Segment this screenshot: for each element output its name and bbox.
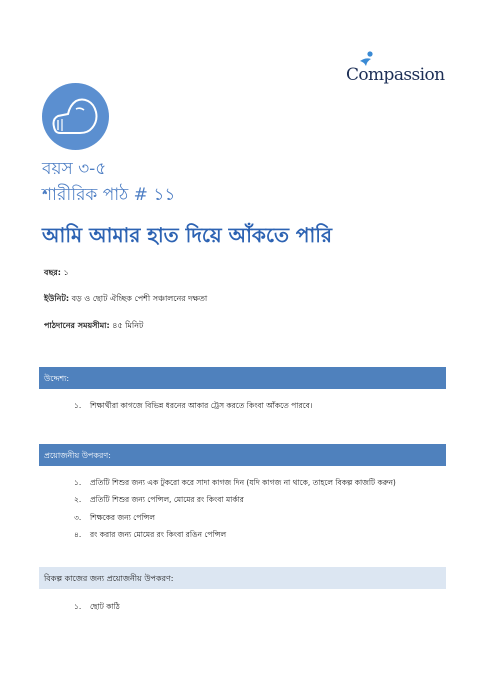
duration-row	[44, 320, 143, 333]
list-item-text: প্রতিটি শিশুর জন্য পেন্সিল, মোমের রং কিংবা মার্কার	[90, 495, 244, 504]
list-item-number: ১.	[74, 401, 82, 410]
lesson-number: শারীরিক পাঠ # ১১	[42, 185, 176, 205]
year-row	[44, 267, 69, 280]
muscle-arm-icon	[42, 83, 109, 150]
list-item	[74, 478, 396, 490]
list-item-text: শিক্ষার্থীরা কাগজে বিভিন্ন ধরনের আকার ট্রেস করতে কিংবা আঁকতে পারবে।	[90, 401, 313, 410]
unit-value: বড় ও ছোট ঐচ্ছিক পেশী সঞ্চালনের দক্ষতা	[71, 294, 208, 303]
list-item-text: শিক্ষকের জন্য পেন্সিল	[90, 513, 155, 522]
compassion-logo	[346, 51, 446, 91]
page-title: আমি আমার হাত দিয়ে আঁকতে পারি	[42, 223, 333, 247]
duration-label: পাঠদানের সময়সীমা:	[44, 321, 110, 330]
list-item-number: ১.	[74, 478, 82, 487]
list-item-number: ৩.	[74, 513, 82, 522]
list-item	[74, 401, 312, 413]
list-item-text: রং করার জন্য মোমের রং কিংবা রঙিন পেন্সিল	[90, 530, 227, 539]
year-value: ১	[63, 268, 69, 277]
unit-row	[44, 293, 207, 306]
alt-materials-heading: বিকল্প কাজের জন্য প্রয়োজনীয় উপকরণ:	[39, 567, 446, 589]
list-item-number: ২.	[74, 495, 82, 504]
list-item-text: প্রতিটি শিশুর জন্য এক টুকরো করে সাদা কাগজ দিন (যদি কাগজ না থাকে, তাহলে বিকল্প কাজটি করুন)	[90, 478, 396, 487]
list-item-number: ৪.	[74, 530, 82, 539]
logo-text: Compassion	[346, 65, 445, 85]
materials-heading: প্রয়োজনীয় উপকরণ:	[39, 444, 446, 466]
age-range: বয়স ৩-৫	[42, 159, 107, 179]
list-item	[74, 513, 155, 525]
list-item	[74, 495, 244, 507]
year-label: বছর:	[44, 268, 61, 277]
unit-label: ইউনিট:	[44, 294, 70, 303]
list-item-number: ১.	[74, 602, 82, 611]
objective-heading: উদ্দেশ্য:	[39, 367, 446, 389]
list-item-text: ছোট কাঠি	[90, 602, 120, 611]
duration-value: ৪৫ মিনিট	[112, 321, 144, 330]
list-item	[74, 530, 226, 542]
list-item	[74, 602, 120, 614]
